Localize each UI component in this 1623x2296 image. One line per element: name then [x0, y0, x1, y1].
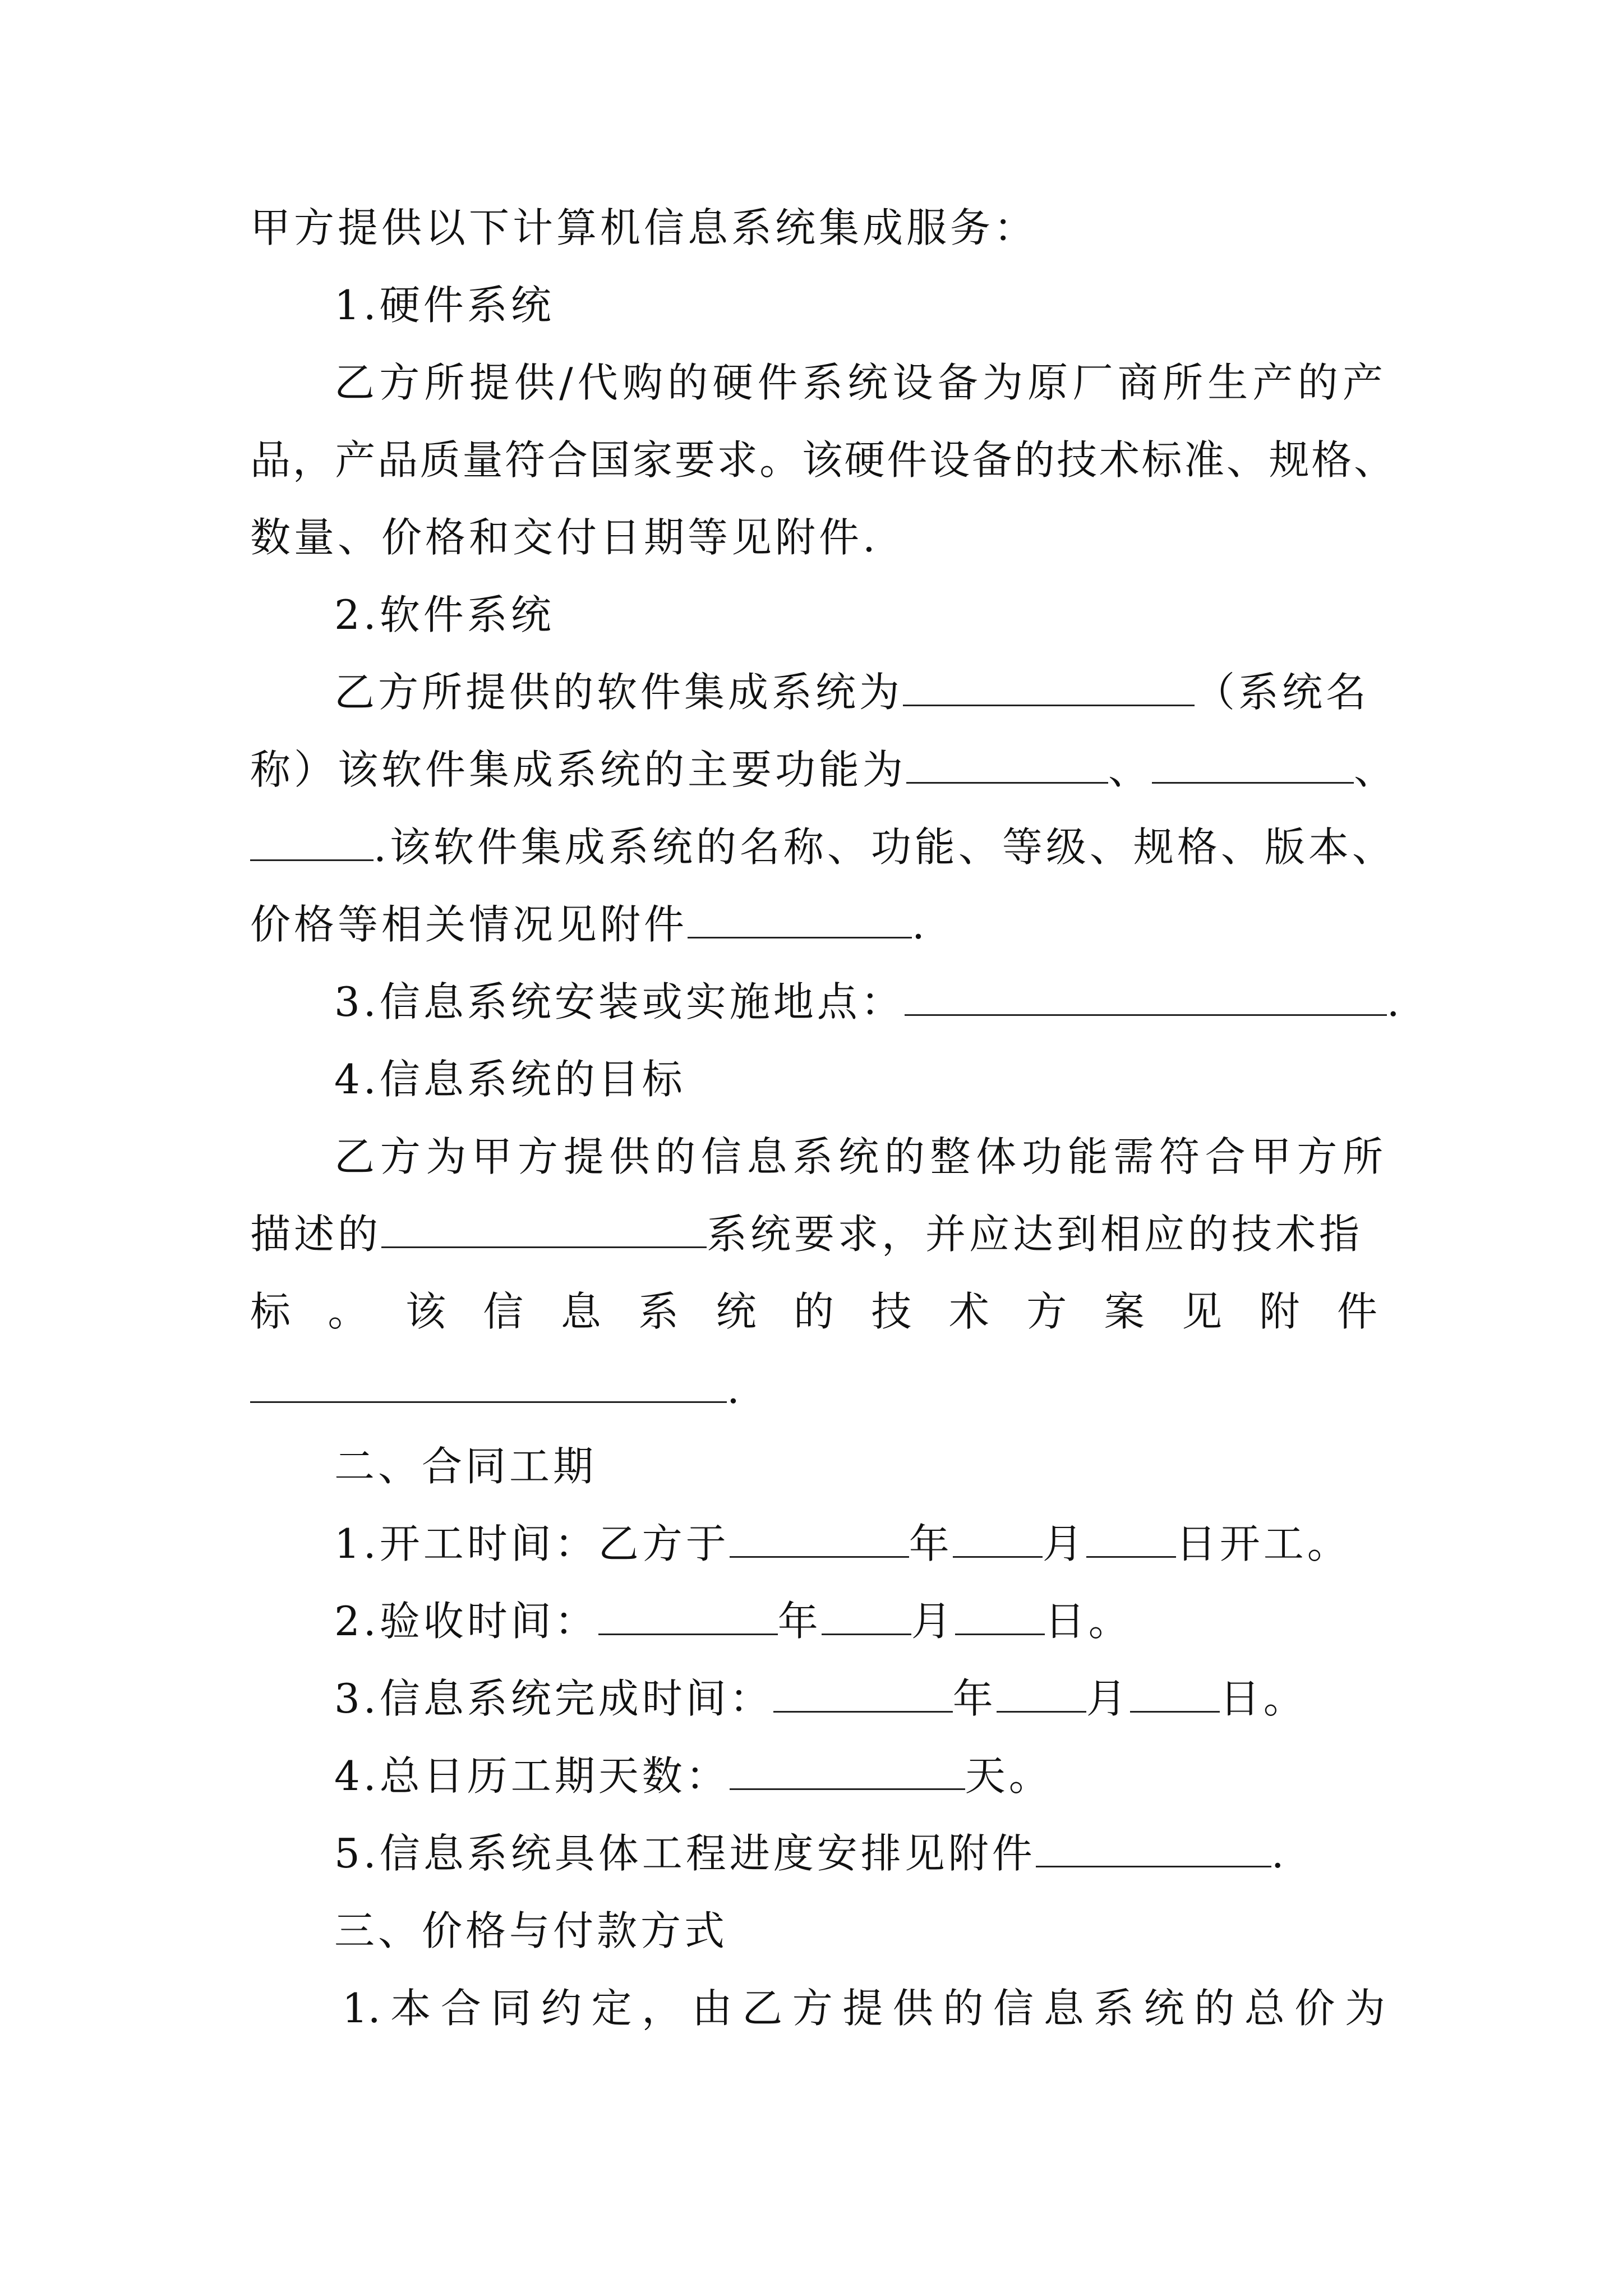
total-days-unit: 天。: [965, 1752, 1053, 1800]
hardware-paragraph-line-1: 乙方所提供/代购的硬件系统设备为原厂商所生产的产: [334, 359, 1383, 406]
section-software-title: 2.软件系统: [334, 591, 555, 638]
software-text-1b: （系统名: [1195, 669, 1370, 716]
installation-site-blank[interactable]: [905, 978, 1387, 1016]
start-date-label: 1.开工时间：乙方于: [334, 1520, 730, 1567]
software-separator-1: 、: [1108, 746, 1152, 793]
total-days-line: [334, 1749, 1053, 1803]
schedule-attachment-blank[interactable]: [1036, 1830, 1271, 1867]
heading-contract-period: 二、合同工期: [334, 1443, 597, 1490]
objective-line-3: 标。该信息系统的技术方案见附件: [250, 1288, 1377, 1335]
function-blank-2[interactable]: [1152, 746, 1354, 784]
price-paragraph-line-1: 1.本合同约定，由乙方提供的信息系统的总价为: [342, 1985, 1385, 2032]
software-text-2a: 称）该软件集成系统的主要功能为: [250, 746, 907, 793]
start-day-blank[interactable]: [1086, 1520, 1176, 1558]
software-text-4b: .: [912, 901, 928, 948]
objective-line-2: [250, 1207, 1363, 1261]
acceptance-month-blank[interactable]: [822, 1598, 911, 1635]
software-line-4: [250, 898, 928, 951]
acceptance-day-blank[interactable]: [955, 1598, 1045, 1635]
start-month-blank[interactable]: [953, 1520, 1043, 1558]
system-name-blank[interactable]: [903, 669, 1195, 706]
completion-day-unit: 日。: [1219, 1675, 1307, 1722]
schedule-label: 5.信息系统具体工程进度安排见附件: [334, 1830, 1036, 1877]
intro-line: 甲方提供以下计算机信息系统集成服务：: [250, 204, 1038, 251]
installation-site-period: .: [1386, 978, 1403, 1025]
software-line-2: [250, 743, 1398, 797]
acceptance-date-line: [334, 1594, 1132, 1648]
system-requirement-blank[interactable]: [381, 1211, 707, 1248]
start-year-blank[interactable]: [730, 1520, 909, 1558]
software-text-1a: 乙方所提供的软件集成系统为: [334, 669, 903, 716]
technical-plan-attachment-blank[interactable]: [250, 1365, 727, 1403]
completion-date-line: [334, 1672, 1307, 1726]
software-text-4a: 价格等相关情况见附件: [250, 901, 688, 948]
start-month-unit: 月: [1042, 1520, 1086, 1567]
completion-day-blank[interactable]: [1130, 1675, 1220, 1713]
completion-year-unit: 年: [952, 1675, 997, 1722]
start-date-line: [334, 1517, 1351, 1571]
heading-price-payment: 三、价格与付款方式: [334, 1907, 728, 1954]
installation-site-line: [334, 975, 1403, 1029]
start-year-unit: 年: [909, 1520, 953, 1567]
installation-site-label: 3.信息系统安装或实施地点：: [334, 978, 905, 1025]
objective-line-1: 乙方为甲方提供的信息系统的整体功能需符合甲方所: [334, 1133, 1383, 1180]
objective-text-4: .: [727, 1365, 743, 1412]
schedule-line: [334, 1826, 1288, 1880]
objective-text-2a: 描述的: [250, 1211, 382, 1258]
completion-month-blank[interactable]: [997, 1675, 1086, 1713]
objective-text-2b: 系统要求，并应达到相应的技术指: [707, 1211, 1363, 1258]
software-line-1: [334, 665, 1370, 719]
completion-date-label: 3.信息系统完成时间：: [334, 1675, 773, 1722]
acceptance-year-blank[interactable]: [598, 1598, 778, 1635]
hardware-paragraph-line-2: 品，产品质量符合国家要求。该硬件设备的技术标准、规格、: [250, 436, 1394, 484]
section-hardware-title: 1.硬件系统: [334, 282, 555, 329]
total-days-blank[interactable]: [730, 1752, 965, 1790]
schedule-period: .: [1271, 1830, 1288, 1877]
objective-line-4: [250, 1362, 743, 1416]
software-attachment-blank[interactable]: [688, 901, 912, 938]
acceptance-month-unit: 月: [911, 1598, 955, 1645]
software-text-3: .该软件集成系统的名称、功能、等级、规格、版本、: [374, 823, 1396, 871]
function-blank-1[interactable]: [906, 746, 1108, 784]
software-separator-2: 、: [1354, 746, 1398, 793]
function-blank-3[interactable]: [250, 823, 374, 861]
acceptance-day-unit: 日。: [1044, 1598, 1132, 1645]
start-day-unit: 日开工。: [1175, 1520, 1351, 1567]
completion-month-unit: 月: [1086, 1675, 1130, 1722]
section-objective-title: 4.信息系统的目标: [334, 1056, 686, 1103]
acceptance-year-unit: 年: [777, 1598, 822, 1645]
acceptance-date-label: 2.验收时间：: [334, 1598, 598, 1645]
total-days-label: 4.总日历工期天数：: [334, 1752, 730, 1800]
completion-year-blank[interactable]: [773, 1675, 953, 1713]
software-line-3: [250, 820, 1396, 874]
hardware-paragraph-line-3: 数量、价格和交付日期等见附件.: [250, 514, 879, 561]
